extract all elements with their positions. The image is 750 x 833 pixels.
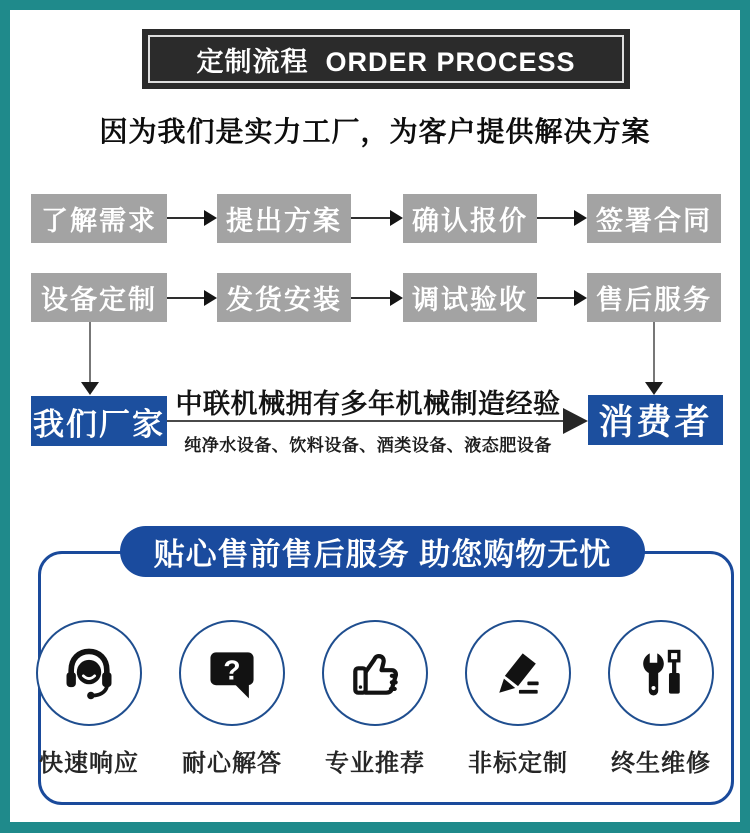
frame-right [740,0,750,833]
service-item-pro-recommend [322,620,428,778]
service-circle [465,620,571,726]
pencil-icon [488,643,548,703]
service-circle [608,620,714,726]
flow-step-after-sales: 售后服务 [587,273,721,322]
headset-icon [59,643,119,703]
thumbs-up-icon [345,643,405,703]
arrow-right-icon [167,210,217,226]
experience-text: 中联机械拥有多年机械制造经验 [175,389,561,419]
flow-step-understand-needs: 了解需求 [31,194,167,243]
consumer-box: 消费者 [588,395,723,445]
service-item-lifetime-repair [608,620,714,778]
flow-step-test-accept: 调试验收 [403,273,537,322]
factory-box: 我们厂家 [31,396,167,446]
arrow-right-icon [351,210,403,226]
service-circle [179,620,285,726]
service-label: 耐心解答 [182,750,282,777]
service-item-custom-design [465,620,571,778]
flow-step-equipment-custom: 设备定制 [31,273,167,322]
section-header-banner [142,29,630,89]
service-label: 快速响应 [39,750,139,777]
factory-consumer-line [167,420,565,422]
service-items-row [0,620,750,778]
service-item-patient-answer [179,620,285,778]
service-label: 终生维修 [611,750,711,777]
section-title: 定制流程 ORDER PROCESS [148,35,624,83]
service-circle [322,620,428,726]
flow-step-sign-contract: 签署合同 [587,194,721,243]
arrow-right-icon [167,290,217,306]
service-label: 非标定制 [468,750,568,777]
flow-step-confirm-quote: 确认报价 [403,194,537,243]
frame-left [0,0,10,833]
arrow-down-icon [645,322,663,395]
question-bubble-icon [202,643,262,703]
arrow-down-icon [81,322,99,395]
arrow-right-icon [351,290,403,306]
arrow-right-icon [537,290,587,306]
service-label: 专业推荐 [325,750,425,777]
question-mark-glyph: ? [223,654,241,686]
products-text: 纯净水设备、饮料设备、酒类设备、液态肥设备 [184,436,552,455]
flow-step-ship-install: 发货安装 [217,273,351,322]
section-subtitle: 因为我们是实力工厂，为客户提供解决方案 [99,116,651,147]
frame-top [0,0,750,10]
service-item-fast-response [36,620,142,778]
service-card-title: 贴心售前售后服务 助您购物无忧 [120,526,645,577]
arrow-right-icon [537,210,587,226]
flow-step-propose-plan: 提出方案 [217,194,351,243]
tools-icon [631,643,691,703]
frame-bottom [0,822,750,833]
service-circle [36,620,142,726]
